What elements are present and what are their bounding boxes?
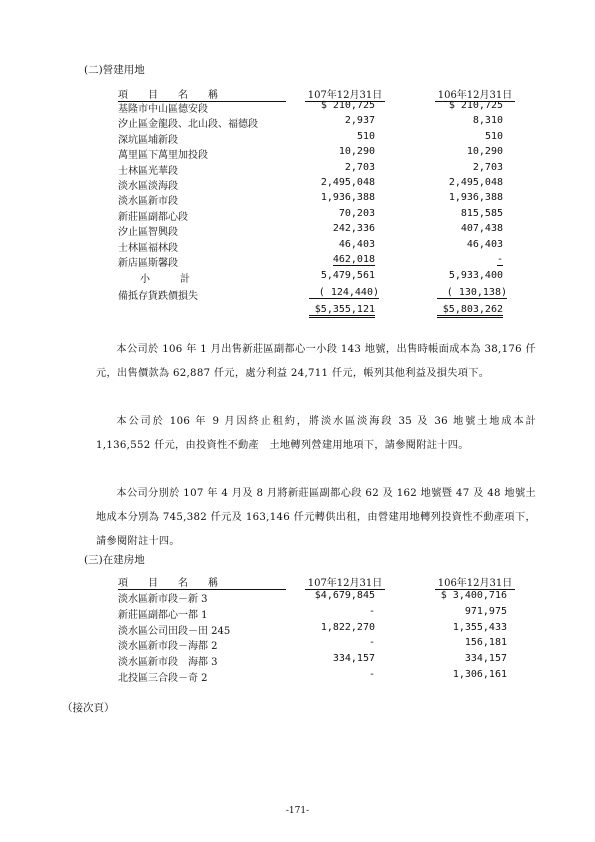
table-row (0, 653, 595, 668)
row-value-2017: 2,495,048 (448, 177, 503, 188)
row-value-2017: 46,403 (466, 238, 503, 250)
row-item-name: 淡水區新市段 海都 3 (118, 657, 218, 669)
table-row (0, 192, 595, 207)
row-value-2017: 971,975 (464, 605, 507, 617)
row-item-name: 新莊區副都心一都 1 (118, 609, 208, 621)
column-header-2017: 106年12月31日 (435, 86, 515, 102)
row-item-name: 汐止區金龍段、北山段、福德段 (118, 119, 258, 131)
row-value-2018: 1,822,270 (320, 621, 375, 633)
subtotal-label: 小 計 (140, 274, 190, 285)
table-row (0, 669, 595, 684)
table-row (0, 622, 595, 637)
table-row (0, 177, 595, 192)
table-row (0, 606, 595, 621)
paragraph-text: 本公司於 106 年 1 月出售新莊區副都心一小段 143 地號，出售時帳面成本為 38,176 仟元，出售價款為 62,887 仟元，處分利益 24,711 仟元，帳列其他利益及損失項下。 (96, 344, 536, 379)
row-item-name: 基隆市中山區德安段 (118, 104, 208, 115)
table-row (0, 637, 595, 652)
row-value-2018: 70,203 (338, 207, 375, 219)
table-row (0, 254, 595, 269)
row-value-2018: 510 (356, 130, 375, 142)
row-value-2017: 407,438 (460, 223, 503, 235)
table-row (0, 223, 595, 238)
note-paragraph-2 (96, 410, 536, 458)
row-item-name: 北投區三合段－奇 2 (118, 673, 208, 684)
allowance-label: 備抵存貨跌價損失 (118, 291, 198, 302)
row-item-name: 萬里區下萬里加投段 (118, 150, 208, 162)
allowance-2017: ( 130,138) (437, 287, 507, 299)
row-value-2017: 1,355,433 (452, 621, 507, 633)
section-heading-construction-in-progress: (三)在建房地 (84, 554, 145, 566)
note-paragraph-1 (96, 338, 536, 386)
row-value-2018: 1,936,388 (320, 192, 375, 204)
column-header-item-name: 項 目 名 稱 (118, 574, 286, 590)
total-2018: $5,355,121 (309, 304, 375, 318)
table-row (0, 162, 595, 177)
row-value-2017: $ 3,400,716 (440, 590, 507, 601)
allowance-2018: ( 124,440) (309, 287, 379, 299)
row-value-2018: 2,937 (344, 115, 375, 127)
row-item-name: 淡水區新市段 (118, 196, 178, 208)
table-row (0, 131, 595, 146)
row-value-2017: $ 210,725 (448, 100, 503, 111)
row-item-name: 淡水區淡海段 (118, 181, 178, 192)
row-value-2017: 10,290 (466, 146, 503, 158)
row-value-2018: 10,290 (338, 146, 375, 158)
subtotal-2017: 5,933,400 (448, 270, 503, 281)
row-item-name: 深坑區埔新段 (118, 134, 178, 146)
row-item-name: 士林區光華段 (118, 165, 178, 177)
column-header-2018: 107年12月31日 (305, 574, 385, 590)
row-item-name: 汐止區智興段 (118, 227, 178, 239)
paragraph-text: 本公司分別於 107 年 4 月及 8 月將新莊區副都心段 62 及 162 地號暨 47 及 48 地號土地成本分別為 745,382 仟元及 163,146 仟元轉供出租，由營建用地轉列投資性不動產項下，請參閱附註十四。 (96, 488, 536, 547)
row-value-2017: 156,181 (464, 637, 507, 649)
row-item-name: 新莊區副都心段 (118, 211, 188, 223)
row-value-2017: 1,306,161 (452, 669, 507, 680)
table-row (0, 590, 595, 605)
row-value-2018: - (368, 669, 375, 680)
table-row (0, 208, 595, 223)
column-header-2017: 106年12月31日 (435, 574, 515, 590)
paragraph-text: 本公司於 106 年 9 月因終止租約，將淡水區淡海段 35 及 36 地號土地成本計 1,136,552 仟元，由投資性不動產 土地轉列營建用地項下，請參閱附註十四。 (96, 416, 536, 451)
row-item-name: 淡水區公司田段－田 245 (118, 625, 231, 637)
row-value-2017: 334,157 (464, 653, 507, 665)
total-2017: $5,803,262 (437, 304, 503, 318)
row-value-2018: - (368, 637, 375, 649)
row-value-2018: 2,495,048 (320, 177, 375, 188)
row-item-name: 淡水區新市段－海都 2 (118, 641, 218, 653)
row-value-2017: - (496, 254, 503, 265)
row-value-2017: 2,703 (472, 161, 503, 173)
row-value-2018: 2,703 (344, 161, 375, 173)
continued-note: （接次頁） (62, 702, 115, 714)
row-value-2018: 462,018 (332, 254, 375, 265)
total-row (0, 304, 595, 319)
subtotal-row (0, 270, 595, 285)
table-row (0, 239, 595, 254)
row-value-2018: $ 210,725 (320, 100, 375, 111)
table-row (0, 100, 595, 115)
column-header-item-name: 項 目 名 稱 (118, 86, 286, 102)
column-header-2018: 107年12月31日 (305, 86, 385, 102)
section-heading-construction-land: (二)營建用地 (84, 64, 145, 76)
row-value-2017: 8,310 (472, 115, 503, 127)
row-value-2018: 334,157 (332, 653, 375, 665)
table-row (0, 146, 595, 161)
note-paragraph-3 (96, 482, 536, 554)
row-item-name: 士林區福林段 (118, 242, 178, 254)
table-row (0, 115, 595, 130)
row-value-2018: $4,679,845 (314, 590, 375, 601)
row-value-2018: 242,336 (332, 223, 375, 235)
row-item-name: 新店區斯馨段 (118, 258, 178, 269)
page-number: -171- (285, 806, 310, 816)
row-value-2018: - (368, 605, 375, 617)
row-value-2017: 510 (484, 130, 503, 142)
row-value-2017: 815,585 (460, 207, 503, 219)
allowance-row (0, 287, 595, 302)
row-item-name: 淡水區新市段－新 3 (118, 594, 208, 605)
row-value-2017: 1,936,388 (448, 192, 503, 204)
subtotal-2018: 5,479,561 (320, 270, 375, 281)
row-value-2018: 46,403 (338, 238, 375, 250)
